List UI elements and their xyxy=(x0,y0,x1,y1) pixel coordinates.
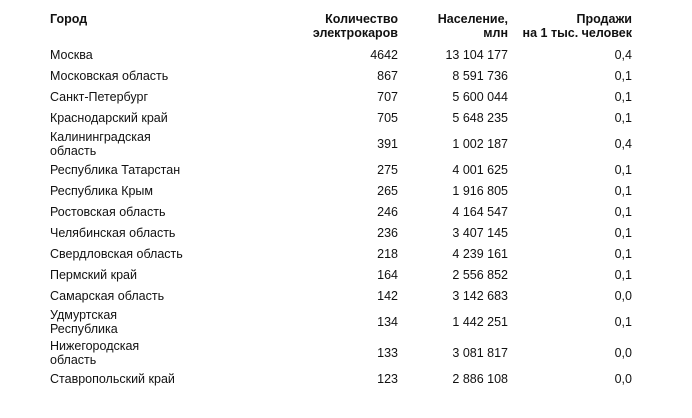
cell-sales: 0,1 xyxy=(614,110,632,125)
cell-city xyxy=(46,306,246,337)
cell-sales: 0,1 xyxy=(614,225,632,240)
cell-cars: 123 xyxy=(377,371,398,386)
header-population-line2: млн xyxy=(483,26,508,40)
cell-population: 3 142 683 xyxy=(452,288,508,303)
city-name: Самарская область xyxy=(50,288,165,303)
cell-population: 4 239 161 xyxy=(452,246,508,261)
cell-cars: 707 xyxy=(377,89,398,104)
city-name-line2: Республика xyxy=(50,321,118,336)
cell-sales: 0,1 xyxy=(614,314,632,329)
cell-population: 5 648 235 xyxy=(452,110,508,125)
city-name: Ростовская область xyxy=(50,204,166,219)
cell-city xyxy=(46,337,246,368)
cell-sales: 0,1 xyxy=(614,68,632,83)
cell-city xyxy=(46,107,246,128)
city-name: Московская область xyxy=(50,68,169,83)
cell-population: 8 591 736 xyxy=(452,68,508,83)
header-population xyxy=(398,12,508,44)
cell-cars: 391 xyxy=(377,136,398,151)
table-row xyxy=(46,222,632,243)
cell-city xyxy=(46,128,246,159)
cell-cars: 142 xyxy=(377,288,398,303)
cell-population: 2 556 852 xyxy=(452,267,508,282)
cell-city xyxy=(46,264,246,285)
cell-cars: 134 xyxy=(377,314,398,329)
cell-sales: 0,0 xyxy=(614,371,632,386)
cell-sales: 0,1 xyxy=(614,246,632,261)
cell-population: 3 407 145 xyxy=(452,225,508,240)
cell-population: 1 002 187 xyxy=(452,136,508,151)
table-row xyxy=(46,201,632,222)
table-header-row xyxy=(46,12,632,44)
table-row xyxy=(46,306,632,337)
city-name: Челябинская область xyxy=(50,225,176,240)
cell-cars: 265 xyxy=(377,183,398,198)
cell-population: 3 081 817 xyxy=(452,345,508,360)
cell-city xyxy=(46,159,246,180)
city-name: Республика Крым xyxy=(50,183,154,198)
cell-sales: 0,4 xyxy=(614,136,632,151)
cell-city xyxy=(46,285,246,306)
header-city-label: Город xyxy=(50,12,88,26)
table-row xyxy=(46,368,632,389)
cell-sales: 0,1 xyxy=(614,204,632,219)
table-row xyxy=(46,285,632,306)
city-name: Пермский край xyxy=(50,267,137,282)
cell-cars: 236 xyxy=(377,225,398,240)
cell-sales: 0,0 xyxy=(614,345,632,360)
city-name: Республика Татарстан xyxy=(50,162,181,177)
table-row xyxy=(46,159,632,180)
header-sales xyxy=(508,12,632,44)
city-name: Москва xyxy=(50,47,93,62)
table-row xyxy=(46,44,632,65)
city-name: Краснодарский край xyxy=(50,110,168,125)
cell-city xyxy=(46,201,246,222)
cell-sales: 0,1 xyxy=(614,267,632,282)
cell-sales: 0,1 xyxy=(614,183,632,198)
cell-cars: 218 xyxy=(377,246,398,261)
table-row xyxy=(46,107,632,128)
cell-sales: 0,1 xyxy=(614,162,632,177)
city-name: Свердловская область xyxy=(50,246,183,261)
cell-city xyxy=(46,86,246,107)
cell-city xyxy=(46,368,246,389)
cell-cars: 705 xyxy=(377,110,398,125)
table-row xyxy=(46,86,632,107)
city-name: Санкт-Петербург xyxy=(50,89,149,104)
cell-city xyxy=(46,65,246,86)
cell-cars: 867 xyxy=(377,68,398,83)
table-row xyxy=(46,180,632,201)
ev-sales-table xyxy=(46,12,632,389)
city-name-line2: область xyxy=(50,352,97,367)
table-body xyxy=(46,44,632,389)
cell-sales: 0,1 xyxy=(614,89,632,104)
header-sales-line1: Продажи xyxy=(576,12,632,26)
header-cars-line2: электрокаров xyxy=(312,26,398,40)
cell-cars: 133 xyxy=(377,345,398,360)
cell-population: 4 001 625 xyxy=(452,162,508,177)
table-row xyxy=(46,128,632,159)
cell-cars: 164 xyxy=(377,267,398,282)
header-population-line1: Население, xyxy=(437,12,508,26)
cell-city xyxy=(46,44,246,65)
city-name: Ставропольский край xyxy=(50,371,175,386)
header-sales-line2: на 1 тыс. человек xyxy=(522,26,632,40)
cell-cars: 4642 xyxy=(370,47,398,62)
table-row xyxy=(46,65,632,86)
cell-cars: 246 xyxy=(377,204,398,219)
city-name: Калининградская xyxy=(50,129,151,144)
cell-cars: 275 xyxy=(377,162,398,177)
cell-population: 1 916 805 xyxy=(452,183,508,198)
cell-sales: 0,0 xyxy=(614,288,632,303)
table-row xyxy=(46,264,632,285)
cell-population: 1 442 251 xyxy=(452,314,508,329)
cell-city xyxy=(46,180,246,201)
header-city xyxy=(46,12,246,44)
cell-population: 5 600 044 xyxy=(452,89,508,104)
table-row xyxy=(46,243,632,264)
table-row xyxy=(46,337,632,368)
cell-population: 4 164 547 xyxy=(452,204,508,219)
cell-population: 2 886 108 xyxy=(452,371,508,386)
header-cars-line1: Количество xyxy=(325,12,398,26)
header-cars xyxy=(246,12,398,44)
cell-sales: 0,4 xyxy=(614,47,632,62)
city-name-line2: область xyxy=(50,143,97,158)
cell-city xyxy=(46,243,246,264)
cell-population: 13 104 177 xyxy=(445,47,508,62)
cell-city xyxy=(46,222,246,243)
city-name: Нижегородская xyxy=(50,338,140,353)
city-name: Удмуртская xyxy=(50,307,118,322)
